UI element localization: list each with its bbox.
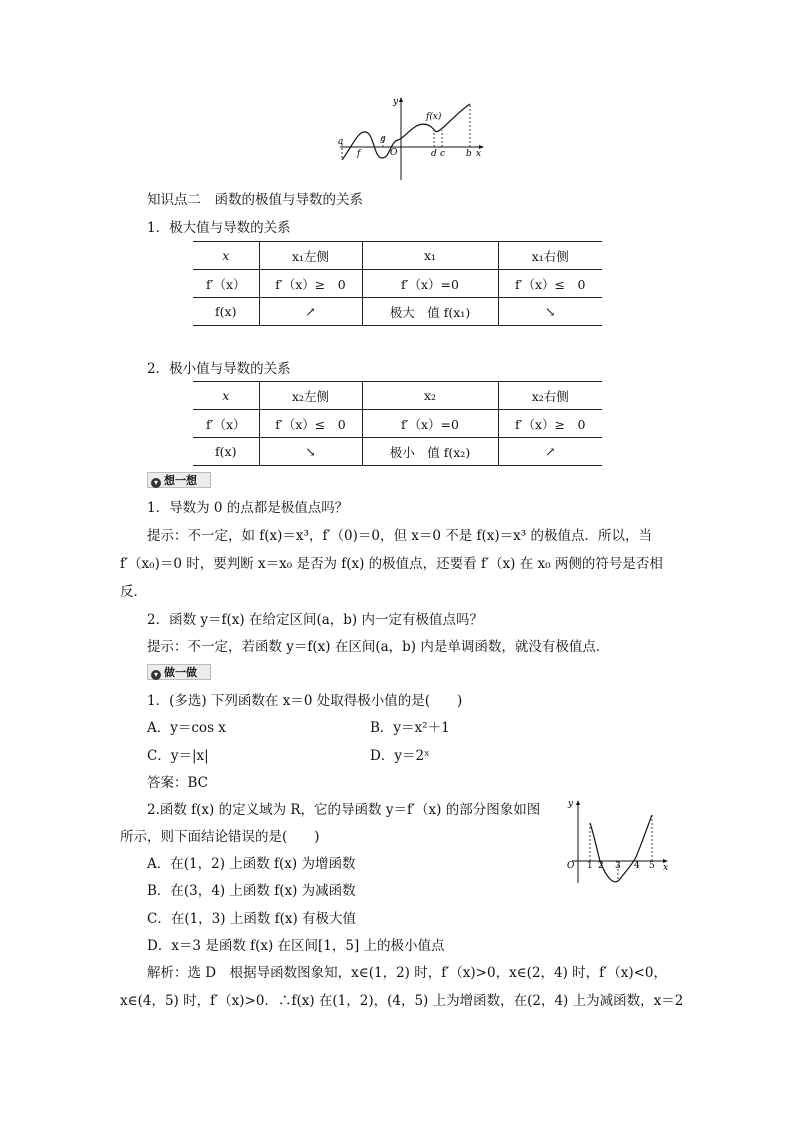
table-cell: ↘ xyxy=(259,438,362,466)
solution-line-1: 解析：选 D 根据导函数图象知，x∈(1，2) 时，f′（x)>0，x∈(2，4) 时，f′（x)<0， xyxy=(147,965,668,981)
exercise-2-line-1: 2.函数 f(x) 的定义域为 R，它的导函数 y＝f′（x) 的部分图象如图 xyxy=(147,802,541,818)
table-cell: x xyxy=(193,242,259,270)
graph-label-y: y xyxy=(568,799,574,809)
table-cell: f(x) xyxy=(193,438,259,466)
graph-label-a: a xyxy=(338,137,344,147)
table-cell: f′（x）≤ 0 xyxy=(498,270,602,298)
hint-2: 提示：不一定，若函数 y＝f(x) 在区间(a，b) 内是单调函数，就没有极值点． xyxy=(147,639,610,655)
table-cell: f′（x）≥ 0 xyxy=(498,410,602,438)
exercise-2-option-b: B．在(3，4) 上函数 f(x) 为减函数 xyxy=(147,883,356,899)
graph-label-d: d xyxy=(431,149,437,159)
graph-label-x: x xyxy=(663,863,669,873)
solution-line-2: x∈(4，5) 时，f′（x)>0．∴f(x) 在(1，2)，(4，5) 上为增函数，在(2，4) 上为减函数，x＝2 xyxy=(120,993,684,1009)
section-title: 知识点二 函数的极值与导数的关系 xyxy=(147,192,363,208)
hint-1-line-1: 提示：不一定，如 f(x)＝x³，f′（0)＝0，但 x＝0 不是 f(x)＝x³ 的极值点．所以，当 xyxy=(147,528,653,544)
exercise-2-option-d: D．x＝3 是函数 f(x) 在区间[1，5] 上的极小值点 xyxy=(147,938,445,954)
table-cell: f′（x）=0 xyxy=(362,410,498,438)
table-cell: x₁左侧 xyxy=(259,242,362,270)
exercise-1-option-c: C．y＝|x| xyxy=(147,748,209,764)
table-cell: f′（x）=0 xyxy=(362,270,498,298)
table-cell: f(x) xyxy=(193,298,259,326)
graph-tick-5: 5 xyxy=(649,861,655,871)
exercise-2-option-a: A．在(1，2) 上函数 f(x) 为增函数 xyxy=(147,856,356,872)
graph-tick-4: 4 xyxy=(634,861,640,871)
question-2: 2．函数 y＝f(x) 在给定区间(a，b) 内一定有极值点吗？ xyxy=(147,612,483,628)
think-badge xyxy=(147,472,211,488)
think-badge-label: 想一想 xyxy=(164,474,197,487)
graph-tick-2: 2 xyxy=(598,861,604,871)
exercise-1-option-a: A．y＝cos x xyxy=(147,720,226,736)
exercise-1: 1．(多选) 下列函数在 x＝0 处取得极小值的是( ) xyxy=(147,693,463,709)
do-badge-label: 做一做 xyxy=(164,666,197,679)
graph-label-c: c xyxy=(440,149,446,159)
maximum-table xyxy=(193,241,602,326)
table-cell: f′（x）≥ 0 xyxy=(259,270,362,298)
table-cell: ↗ xyxy=(259,298,362,326)
table-cell: 极小 值 f(x₂) xyxy=(362,438,498,466)
table-cell: f′（x）≤ 0 xyxy=(259,410,362,438)
table-row xyxy=(193,438,602,466)
do-badge xyxy=(147,664,211,680)
graph-label-fx: f(x) xyxy=(426,112,442,122)
table-row xyxy=(193,382,602,410)
function-graph-figure xyxy=(330,92,490,182)
graph-label-f: f xyxy=(357,149,361,159)
exercise-1-option-d: D．y＝2ˣ xyxy=(370,748,430,764)
table-cell: ↗ xyxy=(498,438,602,466)
hint-1-line-3: 反． xyxy=(120,584,147,600)
graph-label-x: x xyxy=(476,149,482,159)
table-cell: ↘ xyxy=(498,298,602,326)
table-cell: x₂右侧 xyxy=(498,382,602,410)
exercise-2-option-c: C．在(1，3) 上函数 f(x) 有极大值 xyxy=(147,911,357,927)
table-row xyxy=(193,298,602,326)
hint-1-line-2: f′（x₀)＝0 时，要判断 x＝x₀ 是否为 f(x) 的极值点，还要看 f′（x) 在 x₀ 两侧的符号是否相 xyxy=(120,556,663,572)
graph-label-g: g xyxy=(380,134,386,144)
table-cell: x xyxy=(193,382,259,410)
graph-label-origin: O xyxy=(390,148,398,158)
graph-label-origin: O xyxy=(567,861,575,871)
table-row xyxy=(193,242,602,270)
graph-tick-3: 3 xyxy=(615,861,621,871)
exercise-1-option-b: B．y＝x²＋1 xyxy=(370,720,450,736)
table-cell: f′（x） xyxy=(193,270,259,298)
table-cell: 极大 值 f(x₁) xyxy=(362,298,498,326)
table-cell: x₂ xyxy=(362,382,498,410)
graph-label-b: b xyxy=(466,149,472,159)
chevron-down-icon: ▾ xyxy=(151,478,161,488)
table-cell: x₁ xyxy=(362,242,498,270)
exercise-2-line-2: 所示，则下面结论错误的是( ) xyxy=(120,829,320,845)
table-cell: x₁右侧 xyxy=(498,242,602,270)
table-cell: x₂左侧 xyxy=(259,382,362,410)
table-row xyxy=(193,270,602,298)
table-cell: f′（x） xyxy=(193,410,259,438)
graph-label-y: y xyxy=(393,97,399,107)
derivative-graph-figure xyxy=(562,795,672,885)
graph-tick-1: 1 xyxy=(587,861,593,871)
subsection-minimum-title: 2．极小值与导数的关系 xyxy=(147,361,291,377)
subsection-maximum-title: 1．极大值与导数的关系 xyxy=(147,220,291,236)
exercise-1-answer: 答案：BC xyxy=(147,775,209,791)
chevron-down-icon: ▾ xyxy=(151,670,161,680)
question-1: 1．导数为 0 的点都是极值点吗？ xyxy=(147,500,349,516)
table-row xyxy=(193,410,602,438)
minimum-table xyxy=(193,381,602,466)
